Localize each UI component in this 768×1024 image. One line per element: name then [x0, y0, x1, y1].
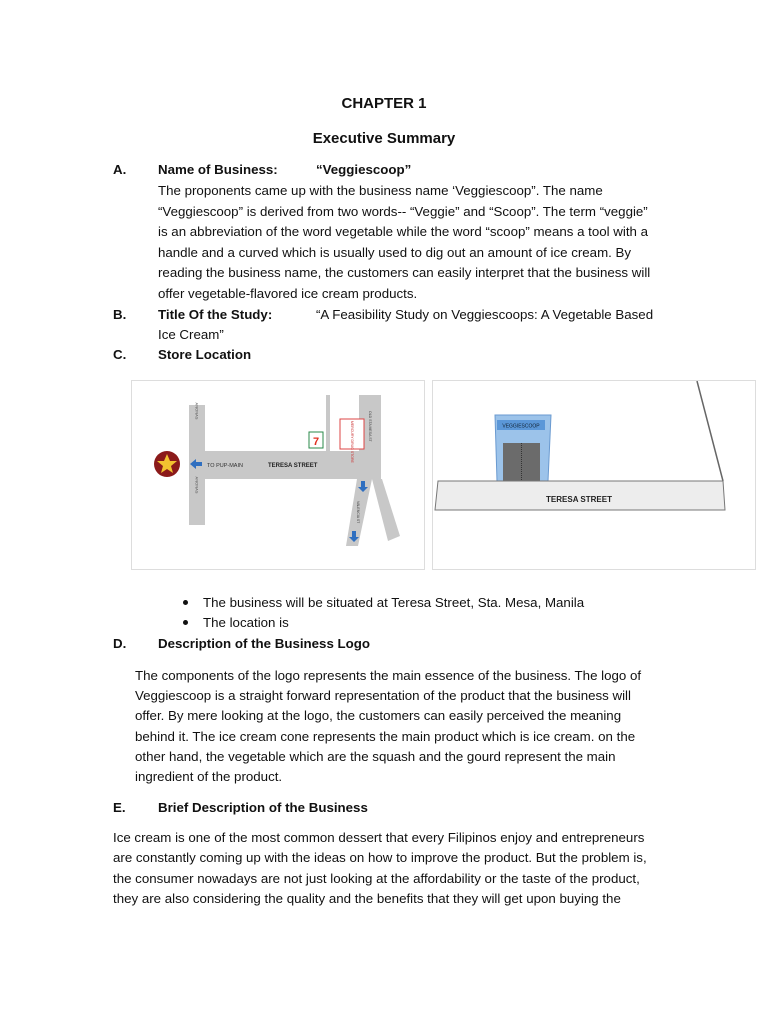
storefront-illustration [432, 380, 756, 570]
item-d-letter: D. [113, 636, 127, 651]
paragraph-line: Veggiescoop is a straight forward representation of the product that the business will [135, 688, 631, 704]
study-title-cont: Ice Cream” [158, 327, 224, 342]
paragraph-line: handle and a curved which is usually used to dig out an amount of ice cream. By [158, 244, 632, 260]
item-b-label: Title Of the Study: [158, 307, 273, 322]
item-e-letter: E. [113, 800, 126, 815]
svg-text:7: 7 [312, 436, 320, 448]
study-title: “A Feasibility Study on Veggiescoops: A Vegetable Based [316, 307, 654, 322]
map-label-teresa: TERESA STREET [268, 463, 318, 469]
paragraph-line: ingredient of the product. [135, 769, 283, 784]
item-c-label: Store Location [158, 347, 252, 362]
map-label-anonas-2: ANONAS [194, 476, 200, 494]
bullet-item-1: The business will be situated at Teresa Street, Sta. Mesa, Manila [203, 595, 585, 610]
paragraph-line: the consumer nowadays are not just looking at the affordability or the taste of the product, [113, 870, 640, 886]
item-d-label: Description of the Business Logo [158, 636, 371, 651]
bullet-icon [183, 600, 188, 605]
section-title: Executive Summary [312, 130, 456, 147]
paragraph-line: The proponents came up with the business name ‘Veggiescoop”. The name [158, 183, 603, 198]
item-b-letter: B. [113, 307, 127, 322]
paragraph-line: are constantly coming up with the ideas on how to improve the product. But the problem is, [113, 850, 647, 866]
paragraph-line: “Veggiescoop” is derived from two words-- “Veggie” and “Scoop”. The term “veggie” [158, 203, 648, 219]
paragraph-line: behind it. The ice cream cone represents the main product which is ice cream. on the [135, 728, 636, 744]
storefront-street-label: TERESA STREET [546, 495, 612, 504]
map-label-anonas: ANONAS [194, 402, 200, 420]
item-e-label: Brief Description of the Business [158, 800, 368, 815]
bullet-item-2: The location is [203, 615, 289, 630]
location-map [131, 380, 425, 570]
paragraph-line: they are also considering the quality and the benefits that they will get upon buying the [113, 891, 621, 907]
paragraph-line: Ice cream is one of the most common dessert that every Filipinos enjoy and entrepreneurs [113, 830, 645, 845]
item-a-letter: A. [113, 162, 127, 177]
paragraph-line: is an abbreviation of the word vegetable while the word “scoop” means a tool with a [158, 224, 649, 240]
paragraph-line: reading the business name, the customers can easily interpret that the business will [158, 265, 651, 281]
chapter-heading: CHAPTER 1 [341, 95, 427, 112]
map-label-old-sta-mesa: OLD STA MESA ST [368, 411, 372, 442]
map-label-valencia: VALENCIA ST [356, 501, 360, 524]
map-label-drug-store: MERCURY DRUG STORE [350, 421, 354, 463]
map-label-to-pup: TO PUP-MAIN [207, 463, 243, 469]
paragraph-line: The components of the logo represents the main essence of the business. The logo of [135, 668, 642, 683]
paragraph-line: offer. By mere looking at the logo, the customers can easily perceived the meaning [135, 708, 622, 724]
business-name: “Veggiescoop” [316, 162, 412, 177]
bullet-icon-2 [183, 620, 188, 625]
item-a-label: Name of Business: [158, 162, 278, 177]
paragraph-line: other hand, the vegetable which are the squash and the gourd represent the main [135, 748, 616, 764]
paragraph-line: offer vegetable-flavored ice cream products. [158, 286, 418, 301]
store-sign: VEGGIESCOOP [502, 423, 540, 430]
item-c-letter: C. [113, 347, 127, 362]
